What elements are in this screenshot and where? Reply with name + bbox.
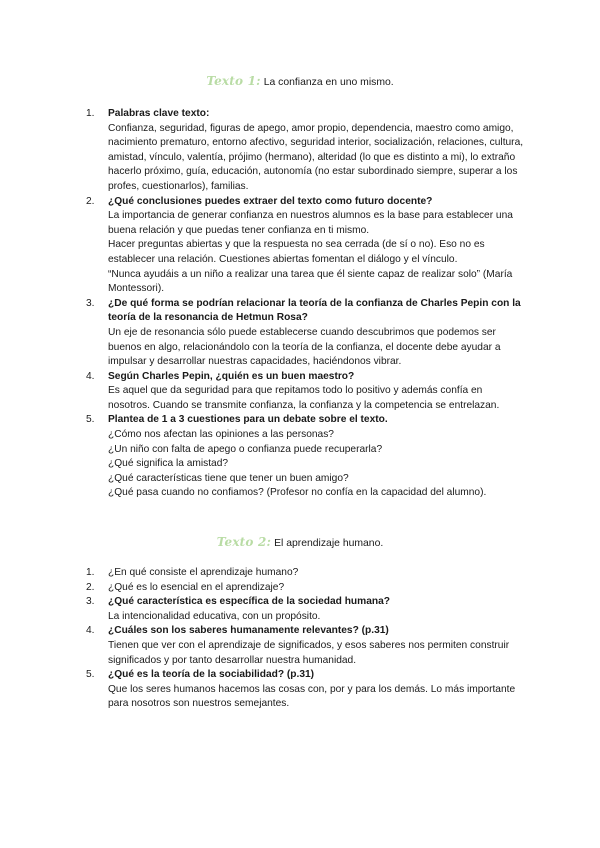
question-text: ¿De qué forma se podrían relacionar la teoría de la confianza de Charles Pepin con la teoría de la resonancia de Hetmun Rosa? (108, 297, 521, 324)
answer-text (108, 639, 526, 668)
answer-line: Confianza, seguridad, figuras de apego, amor propio, dependencia, maestro como amigo, nacimiento prematuro, entorno afectivo, seguridad interior, socialización, relaciones, cultura, amistad, vínculo, valentía, prójimo (hermano), alteridad (lo que es distinto a mi), lo extraño hacerlo próximo, guía, educación, autonomía (no estar subordinado siempre, superar a los profes, cuestionarlos), familias. (108, 122, 524, 192)
item-number: 5. (86, 669, 95, 681)
question-item (86, 624, 526, 668)
answer-line: Tienen que ver con el aprendizaje de significados, y esos saberes nos permiten construir significados y por tanto desarrollar nuestra humanidad. (108, 639, 510, 666)
answer-text (108, 610, 526, 625)
question-item (86, 595, 526, 624)
item-number: 3. (86, 297, 95, 309)
question-item (86, 581, 526, 596)
question-item (86, 107, 526, 195)
answer-text (108, 384, 526, 413)
answer-line: La importancia de generar confianza en nuestros alumnos es la base para establecer una buena relación y que puedas tener confianza en ti mismo. (108, 210, 513, 236)
item-number: 4. (86, 370, 95, 382)
question-text: ¿Qué característica es específica de la sociedad humana? (108, 596, 390, 608)
question-item (86, 370, 526, 414)
question-text: Según Charles Pepin, ¿quién es un buen maestro? (108, 370, 355, 382)
answer-line: ¿Un niño con falta de apego o confianza puede recuperarla? (108, 443, 383, 455)
question-item (86, 195, 526, 297)
texto1-title: La confianza en uno mismo. (263, 77, 394, 88)
answer-text (108, 326, 526, 370)
item-number: 3. (86, 596, 95, 608)
item-number: 1. (86, 567, 95, 578)
answer-line: ¿Qué características tiene que tener un buen amigo? (108, 472, 349, 484)
answer-text (108, 209, 526, 297)
question-item (86, 566, 526, 581)
texto1-tag: Texto 1: (206, 74, 261, 88)
item-number: 4. (86, 625, 95, 637)
answer-line: Es aquel que da seguridad para que repitamos todo lo positivo y además confía en nosotros. Cuando se transmite confianza, la confianza y la competencia se entrelazan. (108, 385, 500, 411)
texto2-title: El aprendizaje humano. (274, 538, 384, 549)
question-text: ¿En qué consiste el aprendizaje humano? (108, 567, 299, 578)
answer-text (108, 683, 526, 712)
texto1-heading (0, 74, 600, 91)
question-item (86, 297, 526, 370)
question-item (86, 668, 526, 712)
question-text: Palabras clave texto: (108, 108, 210, 119)
texto2-tag: Texto 2: (216, 535, 272, 549)
answer-line: Que los seres humanos hacemos las cosas con, por y para los demás. Lo más importante para nosotros son nuestros semejantes. (108, 683, 516, 710)
answer-text (108, 122, 526, 195)
texto2-heading (0, 535, 600, 552)
item-number: 2. (86, 581, 95, 593)
answer-line: ¿Qué pasa cuando no confiamos? (Profesor no confía en la capacidad del alumno). (108, 487, 487, 499)
question-text: ¿Qué conclusiones puedes extraer del texto como futuro docente? (108, 195, 433, 207)
item-number: 5. (86, 414, 95, 426)
answer-text (108, 428, 526, 501)
answer-line: La intencionalidad educativa, con un propósito. (108, 610, 321, 622)
question-text: Plantea de 1 a 3 cuestiones para un debate sobre el texto. (108, 414, 388, 426)
answer-line: ¿Cómo nos afectan las opiniones a las personas? (108, 429, 334, 441)
question-item (86, 413, 526, 501)
question-text: ¿Cuáles son los saberes humanamente relevantes? (p.31) (108, 625, 389, 637)
texto1-question-list (86, 107, 526, 501)
question-text: ¿Qué es la teoría de la sociabilidad? (p.31) (108, 669, 315, 681)
question-text: ¿Qué es lo esencial en el aprendizaje? (108, 581, 285, 593)
answer-line: Un eje de resonancia sólo puede establecerse cuando descubrimos que podemos ser buenos en algo, relacionándolo con la teoría de la confianza, el docente debe ayudar a impulsar y desarrollar nuestras capacidades, haciéndonos vibrar. (108, 326, 501, 368)
answer-line: Hacer preguntas abiertas y que la respuesta no sea cerrada (de sí o no). Eso no es establecer una relación. Cuestiones abiertas fomentan el diálogo y el vínculo. (108, 239, 485, 265)
answer-line: ¿Qué significa la amistad? (108, 458, 229, 470)
item-number: 1. (86, 108, 95, 119)
item-number: 2. (86, 195, 95, 207)
texto2-question-list (86, 566, 526, 712)
answer-line: “Nunca ayudáis a un niño a realizar una tarea que él siente capaz de realizar solo” (María Montessori). (108, 268, 513, 295)
